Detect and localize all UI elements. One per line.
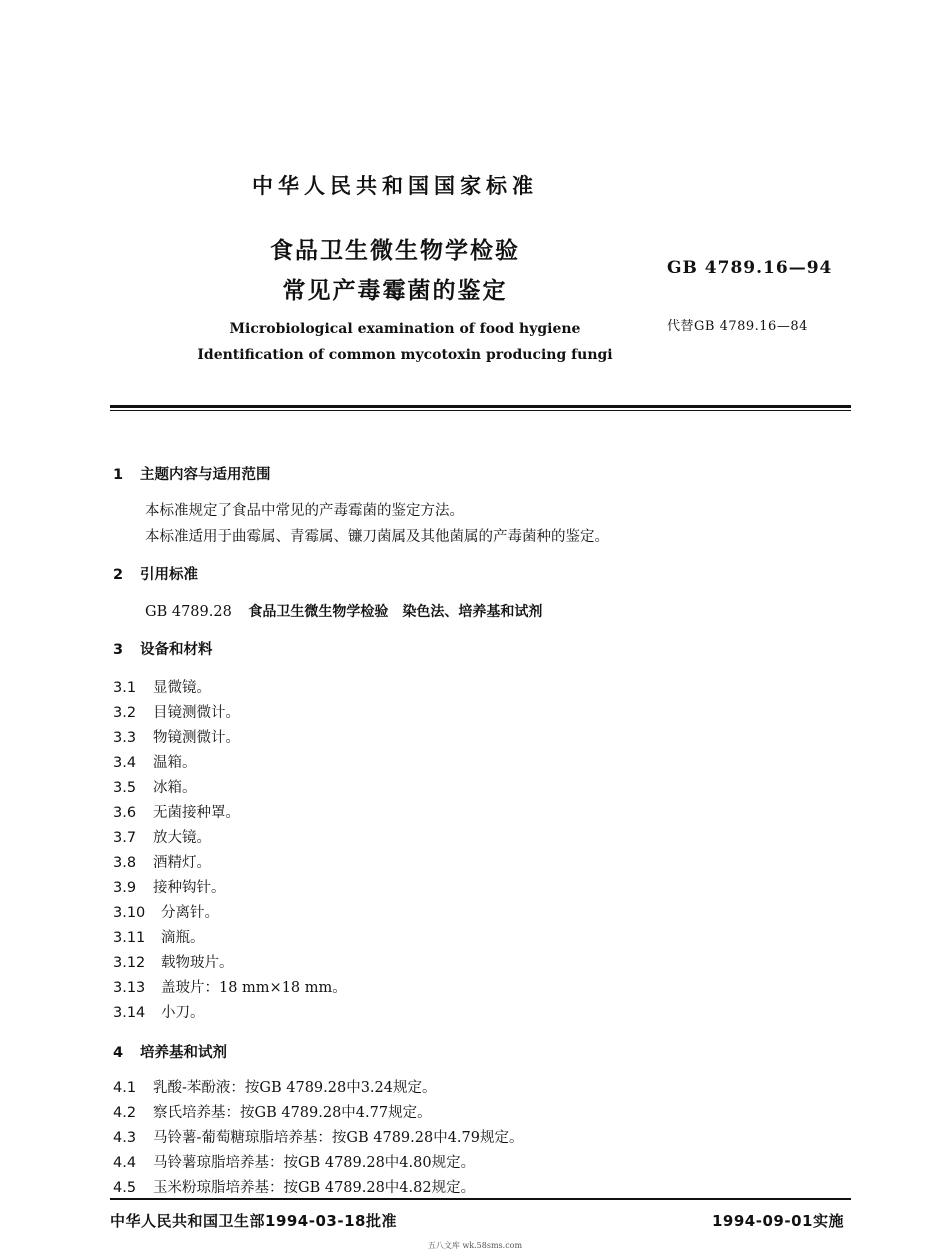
- section-4-heading: [113, 1041, 227, 1062]
- section-1-paragraph-1: 本标准规定了食品中常见的产毒霉菌的鉴定方法。: [145, 503, 464, 519]
- section-number: 4: [113, 1045, 124, 1061]
- item-text: 放大镜。: [153, 830, 211, 846]
- item-text: 温箱。: [153, 755, 197, 771]
- section-1-heading: [113, 463, 271, 484]
- equipment-item: [113, 1001, 205, 1022]
- equipment-item: [113, 751, 197, 772]
- item-number: 3.13: [113, 980, 146, 996]
- item-number: 3.8: [113, 855, 137, 871]
- section-2-heading: [113, 563, 198, 584]
- reference-code: GB 4789.28: [145, 604, 232, 620]
- equipment-item: [113, 676, 211, 697]
- title-en-line1: Microbiological examination of food hygiene: [229, 321, 581, 337]
- equipment-item: [113, 976, 347, 997]
- item-number: 3.11: [113, 930, 146, 946]
- item-text: 盖玻片：18 mm×18 mm。: [161, 980, 347, 996]
- section-number: 1: [113, 467, 124, 483]
- standard-number: GB 4789.16—94: [667, 258, 833, 278]
- section-1-paragraph-2: 本标准适用于曲霉属、青霉属、镰刀菌属及其他菌属的产毒菌种的鉴定。: [145, 529, 609, 545]
- reagent-item: [113, 1176, 475, 1197]
- reference-title: 食品卫生微生物学检验 染色法、培养基和试剂: [248, 604, 543, 620]
- item-text: 滴瓶。: [161, 930, 205, 946]
- item-number: 3.4: [113, 755, 137, 771]
- title-cn-line1: 食品卫生微生物学检验: [270, 238, 520, 264]
- equipment-item: [113, 826, 211, 847]
- item-text: 目镜测微计。: [153, 705, 240, 721]
- equipment-item: [113, 926, 205, 947]
- item-number: 3.7: [113, 830, 137, 846]
- reagent-item: [113, 1076, 437, 1097]
- item-number: 3.10: [113, 905, 146, 921]
- equipment-item: [113, 701, 240, 722]
- item-text: 分离针。: [161, 905, 219, 921]
- reagent-item: [113, 1101, 432, 1122]
- item-text: 察氏培养基：按GB 4789.28中4.77规定。: [153, 1105, 432, 1121]
- item-text: 物镜测微计。: [153, 730, 240, 746]
- item-number: 4.2: [113, 1105, 137, 1121]
- item-text: 无菌接种罩。: [153, 805, 240, 821]
- national-standard-heading: 中华人民共和国国家标准: [252, 174, 538, 198]
- item-text: 酒精灯。: [153, 855, 211, 871]
- item-number: 4.3: [113, 1130, 137, 1146]
- equipment-item: [113, 951, 234, 972]
- reagent-item: [113, 1126, 524, 1147]
- item-number: 3.6: [113, 805, 137, 821]
- item-number: 4.4: [113, 1155, 137, 1171]
- item-number: 3.12: [113, 955, 146, 971]
- section-number: 3: [113, 642, 124, 658]
- section-number: 2: [113, 567, 124, 583]
- item-text: 乳酸-苯酚液：按GB 4789.28中3.24规定。: [153, 1080, 437, 1096]
- header-rule-thick: [110, 405, 851, 408]
- equipment-item: [113, 851, 211, 872]
- section-title: 培养基和试剂: [140, 1045, 227, 1061]
- title-en-line2: Identification of common mycotoxin producing fungi: [197, 347, 613, 363]
- item-text: 接种钩针。: [153, 880, 226, 896]
- title-cn-line2: 常见产毒霉菌的鉴定: [282, 278, 508, 304]
- item-text: 马铃薯-葡萄糖琼脂培养基：按GB 4789.28中4.79规定。: [153, 1130, 524, 1146]
- item-text: 小刀。: [161, 1005, 205, 1021]
- item-number: 3.9: [113, 880, 137, 896]
- equipment-item: [113, 901, 219, 922]
- equipment-item: [113, 801, 240, 822]
- item-number: 3.1: [113, 680, 137, 696]
- equipment-item: [113, 726, 240, 747]
- item-number: 4.1: [113, 1080, 137, 1096]
- section-title: 引用标准: [140, 567, 198, 583]
- item-number: 3.14: [113, 1005, 146, 1021]
- item-number: 3.2: [113, 705, 137, 721]
- section-3-heading: [113, 638, 213, 659]
- item-text: 玉米粉琼脂培养基：按GB 4789.28中4.82规定。: [153, 1180, 476, 1196]
- approval-line: 中华人民共和国卫生部1994-03-18批准: [110, 1212, 397, 1230]
- implementation-date: 1994-09-01实施: [712, 1212, 844, 1230]
- reagent-item: [113, 1151, 475, 1172]
- reference-standard: [145, 601, 542, 621]
- equipment-item: [113, 876, 226, 897]
- footer-rule: [110, 1198, 851, 1200]
- item-text: 显微镜。: [153, 680, 211, 696]
- equipment-item: [113, 776, 197, 797]
- item-text: 马铃薯琼脂培养基：按GB 4789.28中4.80规定。: [153, 1155, 476, 1171]
- section-title: 设备和材料: [140, 642, 213, 658]
- section-title: 主题内容与适用范围: [140, 467, 271, 483]
- item-text: 冰箱。: [153, 780, 197, 796]
- replaces-standard: 代替GB 4789.16—84: [667, 319, 808, 334]
- watermark: 五八文库 wk.58sms.com: [427, 1241, 523, 1250]
- item-number: 4.5: [113, 1180, 137, 1196]
- item-number: 3.5: [113, 780, 137, 796]
- item-text: 载物玻片。: [161, 955, 234, 971]
- item-number: 3.3: [113, 730, 137, 746]
- header-rule-thin: [110, 410, 851, 411]
